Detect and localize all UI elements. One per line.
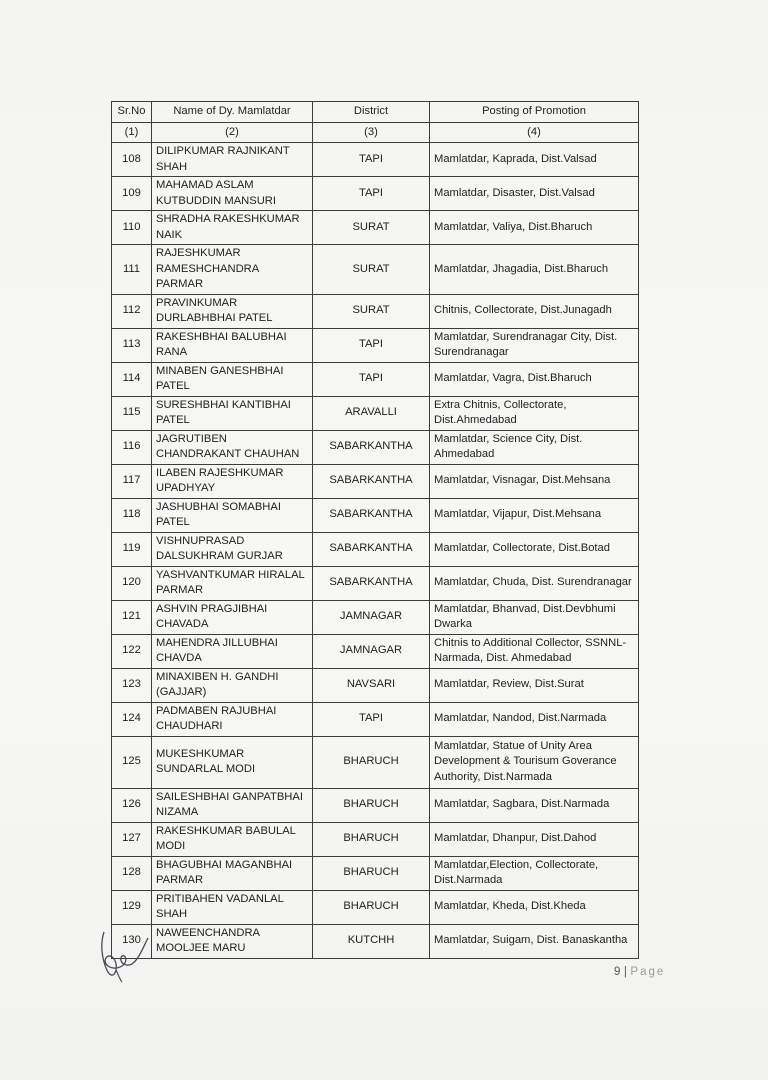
district-cell: BHARUCH: [313, 788, 430, 822]
district-cell: JAMNAGAR: [313, 600, 430, 634]
sr-cell: 123: [112, 668, 152, 702]
sr-cell: 116: [112, 430, 152, 464]
page-number: 9: [614, 966, 621, 978]
table-row: [112, 430, 639, 464]
sr-cell: 127: [112, 822, 152, 856]
posting-cell: Mamlatdar, Valiya, Dist.Bharuch: [430, 211, 639, 245]
sr-cell: 114: [112, 362, 152, 396]
posting-cell: Mamlatdar, Sagbara, Dist.Narmada: [430, 788, 639, 822]
name-cell: MINABEN GANESHBHAI PATEL: [152, 362, 313, 396]
posting-cell: Mamlatdar, Statue of Unity Area Development & Tourisum Goverance Authority, Dist.Narmada: [430, 736, 639, 788]
column-number-row: [112, 123, 639, 143]
handwritten-initials: [92, 924, 162, 984]
name-cell: RAJESHKUMAR RAMESHCHANDRA PARMAR: [152, 245, 313, 295]
name-cell: MAHAMAD ASLAM KUTBUDDIN MANSURI: [152, 177, 313, 211]
posting-cell: Mamlatdar, Review, Dist.Surat: [430, 668, 639, 702]
posting-cell: Mamlatdar, Chuda, Dist. Surendranagar: [430, 566, 639, 600]
table-row: [112, 245, 639, 295]
table-row: [112, 600, 639, 634]
name-cell: PADMABEN RAJUBHAI CHAUDHARI: [152, 702, 313, 736]
table-row: [112, 211, 639, 245]
posting-cell: Chitnis to Additional Collector, SSNNL-Narmada, Dist. Ahmedabad: [430, 634, 639, 668]
name-cell: YASHVANTKUMAR HIRALAL PARMAR: [152, 566, 313, 600]
posting-cell: Mamlatdar, Bhanvad, Dist.Devbhumi Dwarka: [430, 600, 639, 634]
name-cell: NAWEENCHANDRA MOOLJEE MARU: [152, 924, 313, 958]
page-word: Page: [630, 966, 666, 978]
district-cell: TAPI: [313, 328, 430, 362]
table-row: [112, 328, 639, 362]
column-number: (2): [152, 123, 313, 143]
sr-cell: 109: [112, 177, 152, 211]
header-posting: Posting of Promotion: [430, 102, 639, 123]
district-cell: KUTCHH: [313, 924, 430, 958]
column-number: (1): [112, 123, 152, 143]
table-row: [112, 788, 639, 822]
sr-cell: 111: [112, 245, 152, 295]
name-cell: SURESHBHAI KANTIBHAI PATEL: [152, 396, 313, 430]
sr-cell: 112: [112, 294, 152, 328]
name-cell: ASHVIN PRAGJIBHAI CHAVADA: [152, 600, 313, 634]
district-cell: SABARKANTHA: [313, 464, 430, 498]
table-row: [112, 566, 639, 600]
header-district: District: [313, 102, 430, 123]
district-cell: BHARUCH: [313, 890, 430, 924]
district-cell: SABARKANTHA: [313, 532, 430, 566]
posting-cell: Mamlatdar, Kaprada, Dist.Valsad: [430, 143, 639, 177]
sr-cell: 122: [112, 634, 152, 668]
table-row: [112, 856, 639, 890]
posting-cell: Chitnis, Collectorate, Dist.Junagadh: [430, 294, 639, 328]
table-row: [112, 634, 639, 668]
name-cell: VISHNUPRASAD DALSUKHRAM GURJAR: [152, 532, 313, 566]
sr-cell: 124: [112, 702, 152, 736]
sr-cell: 128: [112, 856, 152, 890]
name-cell: RAKESHKUMAR BABULAL MODI: [152, 822, 313, 856]
district-cell: TAPI: [313, 702, 430, 736]
page-footer: [614, 966, 665, 978]
posting-cell: Mamlatdar, Disaster, Dist.Valsad: [430, 177, 639, 211]
table-body: [112, 143, 639, 959]
header-sr-no: Sr.No: [112, 102, 152, 123]
district-cell: SABARKANTHA: [313, 430, 430, 464]
sr-cell: 108: [112, 143, 152, 177]
posting-cell: Mamlatdar, Jhagadia, Dist.Bharuch: [430, 245, 639, 295]
posting-cell: Extra Chitnis, Collectorate, Dist.Ahmedabad: [430, 396, 639, 430]
sr-cell: 115: [112, 396, 152, 430]
name-cell: PRITIBAHEN VADANLAL SHAH: [152, 890, 313, 924]
header-name: Name of Dy. Mamlatdar: [152, 102, 313, 123]
table-row: [112, 890, 639, 924]
table-row: [112, 822, 639, 856]
district-cell: TAPI: [313, 177, 430, 211]
table-row: [112, 532, 639, 566]
name-cell: BHAGUBHAI MAGANBHAI PARMAR: [152, 856, 313, 890]
district-cell: BHARUCH: [313, 822, 430, 856]
sr-cell: 120: [112, 566, 152, 600]
district-cell: BHARUCH: [313, 856, 430, 890]
posting-cell: Mamlatdar, Science City, Dist. Ahmedabad: [430, 430, 639, 464]
posting-cell: Mamlatdar, Vagra, Dist.Bharuch: [430, 362, 639, 396]
table-row: [112, 736, 639, 788]
sr-cell: 129: [112, 890, 152, 924]
name-cell: MAHENDRA JILLUBHAI CHAVDA: [152, 634, 313, 668]
sr-cell: 130: [112, 924, 152, 958]
sr-cell: 119: [112, 532, 152, 566]
column-number: (3): [313, 123, 430, 143]
sr-cell: 117: [112, 464, 152, 498]
name-cell: ILABEN RAJESHKUMAR UPADHYAY: [152, 464, 313, 498]
posting-cell: Mamlatdar,Election, Collectorate, Dist.Narmada: [430, 856, 639, 890]
promotion-table: [111, 101, 639, 959]
name-cell: DILIPKUMAR RAJNIKANT SHAH: [152, 143, 313, 177]
table-row: [112, 294, 639, 328]
posting-cell: Mamlatdar, Surendranagar City, Dist. Surendranagar: [430, 328, 639, 362]
sr-cell: 126: [112, 788, 152, 822]
table-row: [112, 702, 639, 736]
posting-cell: Mamlatdar, Visnagar, Dist.Mehsana: [430, 464, 639, 498]
page-separator: |: [623, 966, 628, 978]
sr-cell: 125: [112, 736, 152, 788]
district-cell: SABARKANTHA: [313, 566, 430, 600]
district-cell: SURAT: [313, 245, 430, 295]
name-cell: PRAVINKUMAR DURLABHBHAI PATEL: [152, 294, 313, 328]
district-cell: BHARUCH: [313, 736, 430, 788]
posting-cell: Mamlatdar, Nandod, Dist.Narmada: [430, 702, 639, 736]
posting-cell: Mamlatdar, Vijapur, Dist.Mehsana: [430, 498, 639, 532]
posting-cell: Mamlatdar, Kheda, Dist.Kheda: [430, 890, 639, 924]
table-row: [112, 362, 639, 396]
name-cell: RAKESHBHAI BALUBHAI RANA: [152, 328, 313, 362]
sr-cell: 121: [112, 600, 152, 634]
name-cell: SHRADHA RAKESHKUMAR NAIK: [152, 211, 313, 245]
table-row: [112, 177, 639, 211]
name-cell: JAGRUTIBEN CHANDRAKANT CHAUHAN: [152, 430, 313, 464]
district-cell: TAPI: [313, 362, 430, 396]
table-row: [112, 924, 639, 958]
posting-cell: Mamlatdar, Suigam, Dist. Banaskantha: [430, 924, 639, 958]
district-cell: JAMNAGAR: [313, 634, 430, 668]
name-cell: MINAXIBEN H. GANDHI (GAJJAR): [152, 668, 313, 702]
posting-cell: Mamlatdar, Dhanpur, Dist.Dahod: [430, 822, 639, 856]
district-cell: TAPI: [313, 143, 430, 177]
table-row: [112, 668, 639, 702]
district-cell: SURAT: [313, 211, 430, 245]
district-cell: SURAT: [313, 294, 430, 328]
district-cell: SABARKANTHA: [313, 498, 430, 532]
name-cell: JASHUBHAI SOMABHAI PATEL: [152, 498, 313, 532]
header-row: [112, 102, 639, 123]
sr-cell: 118: [112, 498, 152, 532]
district-cell: NAVSARI: [313, 668, 430, 702]
name-cell: MUKESHKUMAR SUNDARLAL MODI: [152, 736, 313, 788]
name-cell: SAILESHBHAI GANPATBHAI NIZAMA: [152, 788, 313, 822]
district-cell: ARAVALLI: [313, 396, 430, 430]
table-row: [112, 464, 639, 498]
table-row: [112, 396, 639, 430]
table-row: [112, 498, 639, 532]
sr-cell: 113: [112, 328, 152, 362]
table-row: [112, 143, 639, 177]
posting-cell: Mamlatdar, Collectorate, Dist.Botad: [430, 532, 639, 566]
sr-cell: 110: [112, 211, 152, 245]
column-number: (4): [430, 123, 639, 143]
